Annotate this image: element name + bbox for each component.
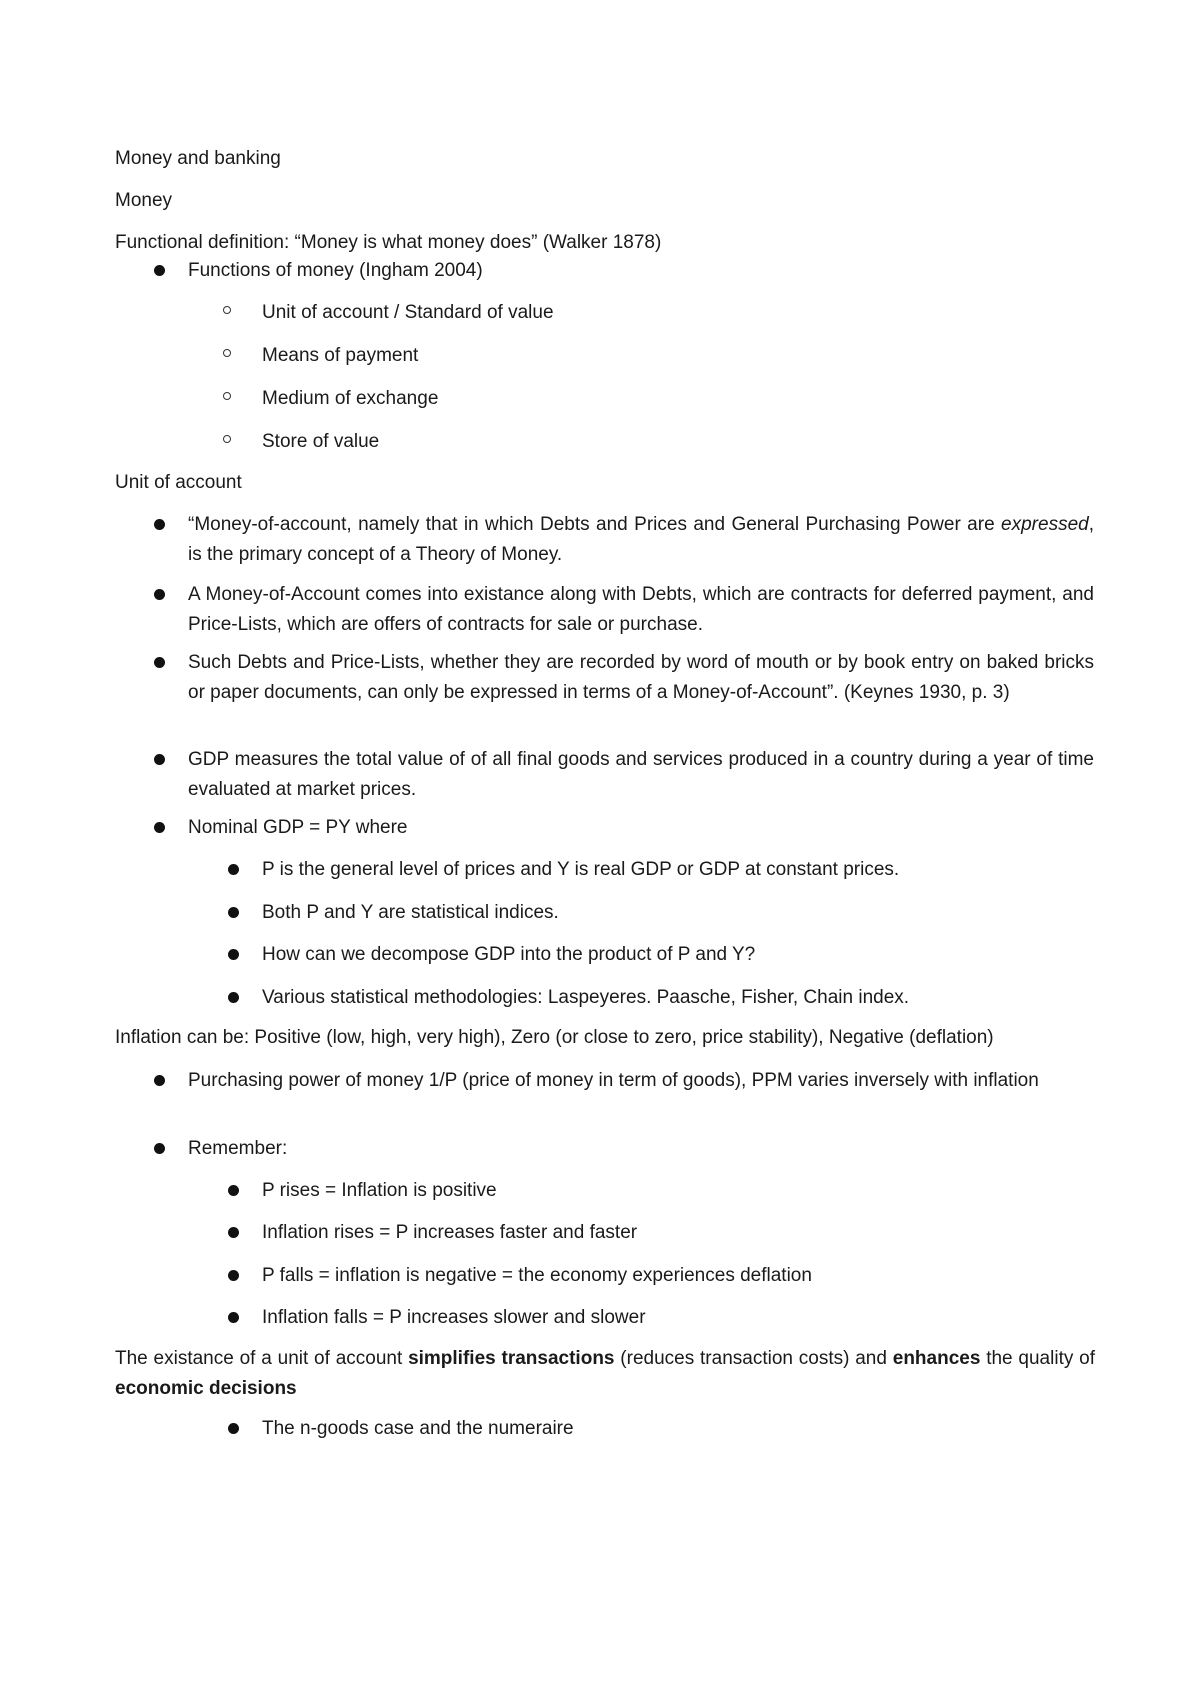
- nominal-gdp: Nominal GDP = PY where: [188, 817, 408, 838]
- inflation-line: Inflation can be: Positive (low, high, very high), Zero (or close to zero, price stability), Negative (deflation): [115, 1027, 994, 1048]
- bullet-icon: [154, 1075, 165, 1086]
- quote-italic: expressed: [1001, 514, 1089, 535]
- heading-unit-of-account: Unit of account: [115, 472, 242, 493]
- bullet-icon: [154, 822, 165, 833]
- keynes-quote-1: [188, 510, 1094, 570]
- document-title: Money and banking: [115, 148, 281, 169]
- bullet-icon: [154, 589, 165, 600]
- remember-item: Inflation falls = P increases slower and slower: [262, 1307, 646, 1328]
- circle-bullet-icon: [223, 306, 231, 314]
- function-item: Means of payment: [262, 345, 419, 366]
- bullet-icon: [154, 1143, 165, 1154]
- closing-paragraph: [115, 1344, 1095, 1404]
- closing-text: (reduces transaction costs) and: [614, 1348, 893, 1369]
- bullet-icon: [154, 519, 165, 530]
- quote-text: , is the primary concept of a Theory of Money.: [188, 514, 1094, 565]
- bullet-icon: [154, 754, 165, 765]
- circle-bullet-icon: [223, 392, 231, 400]
- function-item: Medium of exchange: [262, 388, 439, 409]
- bullet-icon: [228, 864, 239, 875]
- quote-text: “Money-of-account, namely that in which Debts and Prices and General Purchasing Power are: [188, 514, 1002, 535]
- gdp-subitem: P is the general level of prices and Y is real GDP or GDP at constant prices.: [262, 859, 900, 880]
- remember-item: P rises = Inflation is positive: [262, 1180, 497, 1201]
- functional-definition: Functional definition: “Money is what money does” (Walker 1878): [115, 232, 662, 253]
- gdp-subitem: Both P and Y are statistical indices.: [262, 902, 559, 923]
- circle-bullet-icon: [223, 435, 231, 443]
- bullet-icon: [154, 657, 165, 668]
- bullet-icon: [228, 907, 239, 918]
- numeraire-item: The n-goods case and the numeraire: [262, 1418, 574, 1439]
- bullet-icon: [228, 992, 239, 1003]
- bullet-icon: [228, 1312, 239, 1323]
- bullet-icon: [228, 1270, 239, 1281]
- keynes-quote-2: A Money-of-Account comes into existance along with Debts, which are contracts for deferred payment, and Price-Lists, which are offers of contracts for sale or purchase.: [188, 584, 1094, 635]
- bullet-icon: [228, 949, 239, 960]
- closing-text: The existance of a unit of account: [115, 1348, 409, 1369]
- bullet-icon: [154, 265, 165, 276]
- gdp-definition: GDP measures the total value of of all final goods and services produced in a country during a year of time evaluated at market prices.: [188, 749, 1094, 800]
- gdp-subitem: How can we decompose GDP into the product of P and Y?: [262, 944, 756, 965]
- bullet-icon: [228, 1423, 239, 1434]
- gdp-subitem: Various statistical methodologies: Laspeyeres. Paasche, Fisher, Chain index.: [262, 987, 910, 1008]
- closing-bold: economic decisions: [115, 1378, 297, 1399]
- remember-item: Inflation rises = P increases faster and faster: [262, 1222, 638, 1243]
- closing-text: the quality of: [980, 1348, 1095, 1369]
- remember-label: Remember:: [188, 1138, 288, 1159]
- function-item: Store of value: [262, 431, 380, 452]
- keynes-quote-3: Such Debts and Price-Lists, whether they are recorded by word of mouth or by book entry on baked bricks or paper documents, can only be expressed in terms of a Money-of-Account”. (Keynes 1930, p. 3): [188, 652, 1094, 703]
- closing-bold: simplifies transactions: [408, 1348, 615, 1369]
- circle-bullet-icon: [223, 349, 231, 357]
- function-item: Unit of account / Standard of value: [262, 302, 554, 323]
- closing-bold: enhances: [892, 1348, 981, 1369]
- remember-item: P falls = inflation is negative = the economy experiences deflation: [262, 1265, 812, 1286]
- heading-money: Money: [115, 190, 173, 211]
- purchasing-power: Purchasing power of money 1/P (price of money in term of goods), PPM varies inversely with inflation: [188, 1070, 1039, 1091]
- bullet-icon: [228, 1227, 239, 1238]
- functions-heading: Functions of money (Ingham 2004): [188, 260, 483, 281]
- bullet-icon: [228, 1185, 239, 1196]
